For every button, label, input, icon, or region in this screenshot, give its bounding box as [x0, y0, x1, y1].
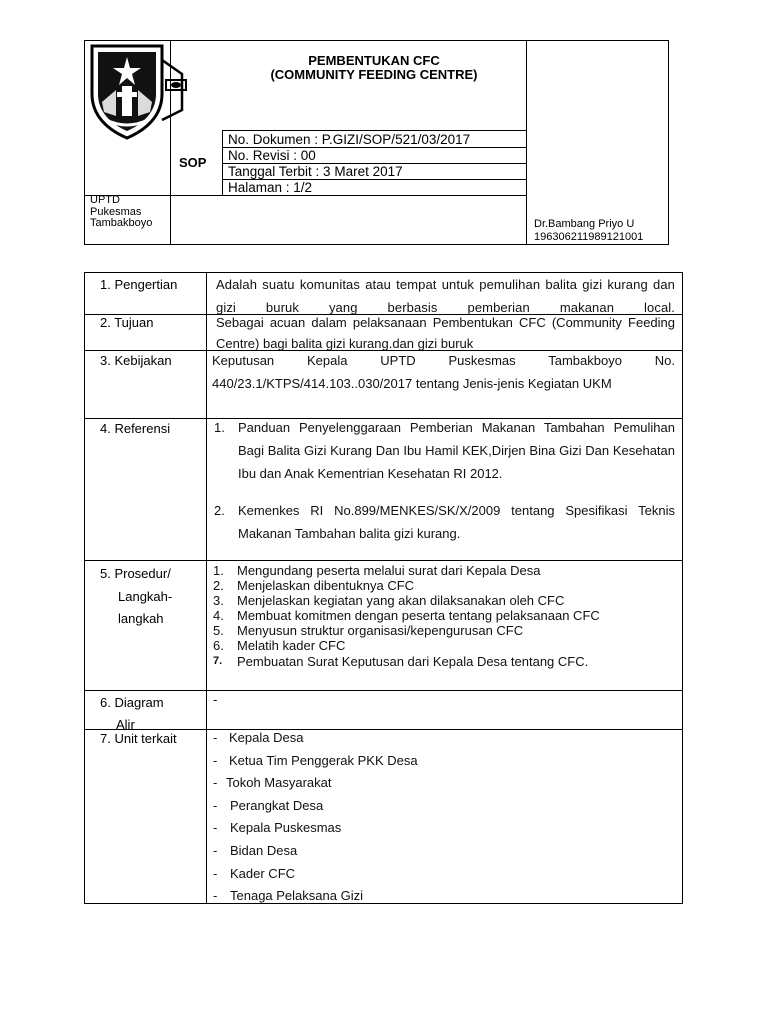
- title-line-1: PEMBENTUKAN CFC: [308, 53, 440, 68]
- label-pengertian: 1. Pengertian: [100, 277, 178, 292]
- referensi-item-number: 2.: [214, 502, 225, 518]
- procedure-step: [213, 654, 678, 669]
- procedure-step: [213, 563, 678, 578]
- label-prosedur-line: 5. Prosedur/: [100, 566, 171, 581]
- list-item-text: Tokoh Masyarakat: [226, 775, 332, 791]
- step-text: Membuat komitmen dengan peserta tentang pelaksanaan CFC: [237, 608, 600, 623]
- step-text: Menjelaskan dibentuknya CFC: [237, 578, 415, 593]
- step-number: 6.: [213, 638, 224, 653]
- label-prosedur: [100, 563, 172, 631]
- prosedur-steps: [213, 563, 678, 669]
- label-diagram-line: 6. Diagram: [100, 695, 164, 710]
- step-number: 4.: [213, 608, 224, 623]
- list-item-text: Kepala Desa: [229, 730, 304, 745]
- referensi-item-number: 1.: [214, 420, 225, 435]
- referensi-item-text: Panduan Penyelenggaraan Pemberian Makanan Tambahan Pemulihan Bagi Balita Gizi Kurang Dan Ibu Hamil KEK,Dirjen Bina Gizi Dan Kesehatan Ibu dan Anak Kementrian Kesehatan RI 2012.: [238, 420, 675, 482]
- label-tujuan: 2. Tujuan: [100, 315, 154, 330]
- kebijakan-text: Keputusan Kepala UPTD Puskesmas Tambakboyo No. 440/23.1/KTPS/414.103..030/2017 tentang Jenis-jenis Kegiatan UKM: [212, 353, 675, 391]
- step-number: 3.: [213, 593, 224, 608]
- referensi-item: [214, 416, 675, 486]
- list-item: [213, 750, 678, 773]
- pengertian-text: Adalah suatu komunitas atau tempat untuk pemulihan balita gizi kurang dan gizi buruk yang berbasis pemberian makanan local.: [216, 277, 675, 315]
- list-item-text: Ketua Tim Penggerak PKK Desa: [229, 752, 418, 768]
- sop-label: SOP: [179, 155, 207, 170]
- organization-name: [90, 195, 152, 230]
- title-line-2: (COMMUNITY FEEDING CENTRE): [270, 67, 478, 82]
- org-line: Tambakboyo: [90, 217, 153, 229]
- referensi-list: [214, 416, 675, 545]
- label-prosedur-line: langkah: [118, 611, 164, 626]
- list-item: [213, 727, 678, 750]
- document-title: [222, 54, 526, 82]
- list-item-text: Kader CFC: [230, 865, 296, 881]
- step-number: 1.: [213, 563, 224, 578]
- list-dash: -: [213, 888, 218, 904]
- list-dash: -: [213, 797, 218, 813]
- list-item-text: Perangkat Desa: [230, 797, 324, 813]
- list-dash: -: [213, 865, 218, 881]
- list-item: [213, 863, 678, 886]
- step-text: Menjelaskan kegiatan yang akan dilaksanakan oleh CFC: [237, 593, 565, 608]
- revision-number: No. Revisi : 00: [228, 148, 316, 163]
- logo-emblem: [86, 42, 190, 142]
- label-diagram-line: Alir: [116, 717, 135, 732]
- doc-number: No. Dokumen : P.GIZI/SOP/521/03/2017: [228, 132, 471, 147]
- step-number: 2.: [213, 578, 224, 593]
- list-dash: -: [213, 752, 218, 768]
- list-item-text: Tenaga Pelaksana Gizi: [230, 888, 363, 904]
- procedure-step: [213, 623, 678, 638]
- org-line: Pukesmas: [90, 205, 142, 218]
- procedure-step: [213, 593, 678, 608]
- list-item: [213, 817, 678, 840]
- list-dash: -: [213, 775, 218, 791]
- procedure-step: [213, 608, 678, 623]
- referensi-item: [214, 499, 675, 545]
- referensi-item-text: Kemenkes RI No.899/MENKES/SK/X/2009 tentang Spesifikasi Teknis Makanan Tambahan balita gizi kurang.: [238, 502, 675, 541]
- step-text: Melatih kader CFC: [237, 638, 346, 653]
- list-dash: -: [213, 820, 218, 836]
- label-kebijakan: 3. Kebijakan: [100, 353, 172, 368]
- label-diagram: [100, 692, 164, 736]
- page-number: Halaman : 1/2: [228, 180, 313, 195]
- list-item: [213, 795, 678, 818]
- list-item: [213, 840, 678, 863]
- step-number: 5.: [213, 623, 224, 638]
- step-text: Pembuatan Surat Keputusan dari Kepala Desa tentang CFC.: [237, 654, 589, 669]
- list-item: [213, 885, 678, 908]
- label-unit-terkait: 7. Unit terkait: [100, 731, 177, 746]
- unit-terkait-list: [213, 727, 678, 908]
- diagram-value: -: [213, 692, 218, 707]
- list-item-text: Bidan Desa: [230, 842, 298, 858]
- signer-name: Dr.Bambang Priyo U: [534, 218, 635, 230]
- list-dash: -: [213, 842, 218, 858]
- step-number: 7.: [213, 655, 223, 667]
- label-referensi: 4. Referensi: [100, 421, 171, 436]
- list-item: [213, 772, 678, 795]
- issue-date: Tanggal Terbit : 3 Maret 2017: [228, 164, 403, 179]
- label-prosedur-line: Langkah-: [118, 588, 173, 604]
- procedure-step: [213, 578, 678, 593]
- tujuan-text: Sebagai acuan dalam pelaksanaan Pembentukan CFC (Community Feeding Centre) bagi balita gizi kurang.dan gizi buruk: [216, 315, 675, 351]
- list-item-text: Kepala Puskesmas: [230, 820, 342, 836]
- org-line: UPTD: [90, 194, 120, 206]
- procedure-step: [213, 638, 678, 653]
- step-text: Menyusun struktur organisasi/kepengurusan CFC: [237, 623, 524, 638]
- list-dash: -: [213, 730, 218, 745]
- step-text: Mengundang peserta melalui surat dari Kepala Desa: [237, 563, 541, 578]
- signer-id: 196306211989121001: [534, 231, 644, 243]
